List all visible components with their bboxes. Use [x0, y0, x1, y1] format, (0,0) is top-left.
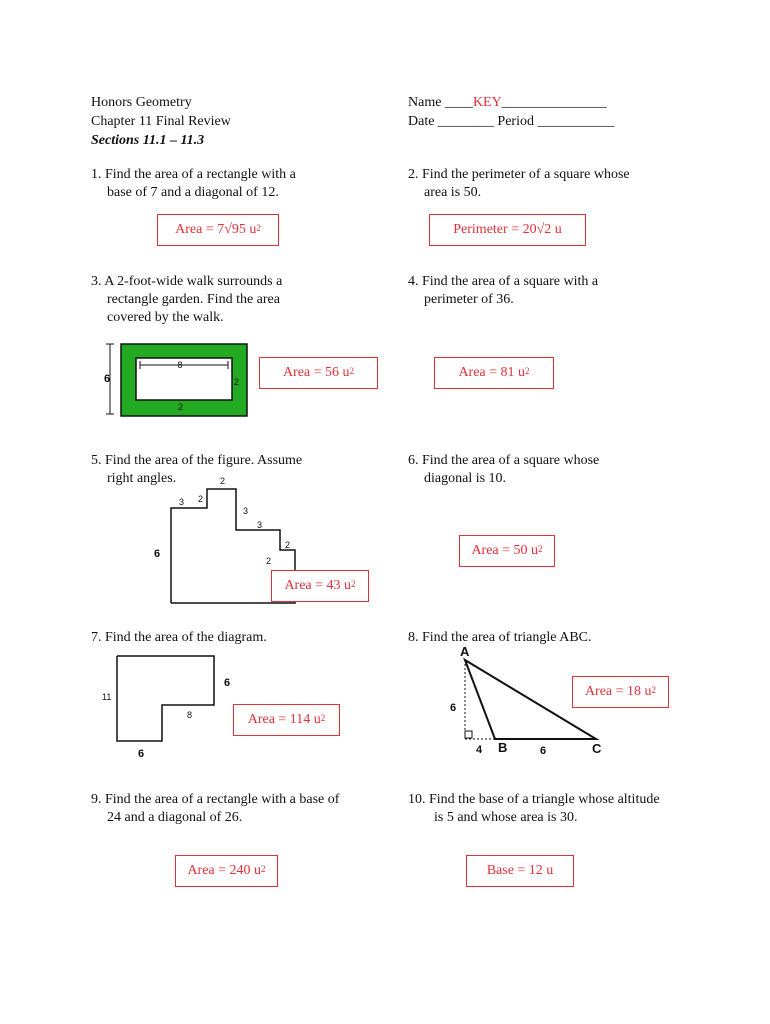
problem-1 — [91, 166, 296, 202]
problem-text: 24 and a diagonal of 26. — [107, 810, 243, 825]
walkway-figure — [100, 338, 260, 418]
problem-number: 8. — [408, 630, 419, 645]
label-4: 4 — [476, 744, 483, 756]
answer-box-8 — [572, 676, 669, 708]
label-3-top-left: 3 — [179, 497, 185, 507]
answer-text: Area = 43 u — [284, 578, 352, 593]
label-8-inner: 8 — [187, 710, 193, 720]
label-8: 8 — [177, 360, 183, 370]
problem-number: 3. — [91, 274, 102, 289]
problem-number: 10. — [408, 792, 426, 807]
problem-text: base of 7 and a diagonal of 12. — [107, 185, 279, 200]
problem-number: 7. — [91, 630, 102, 645]
problem-6 — [408, 452, 599, 488]
answer-sup: 2 — [349, 366, 355, 376]
answer-box-7 — [233, 704, 340, 736]
problem-number: 6. — [408, 453, 419, 468]
problem-number: 9. — [91, 792, 102, 807]
problem-text: Find the area of a rectangle with a — [105, 167, 296, 182]
label-2-right: 2 — [234, 377, 240, 387]
problem-number: 5. — [91, 453, 102, 468]
answer-text: Area = 50 u — [471, 543, 539, 558]
problem-text: rectangle garden. Find the area — [107, 292, 280, 307]
answer-box-9 — [175, 855, 278, 887]
answer-sup: 2 — [320, 713, 326, 723]
problem-text: Find the area of a square whose — [422, 453, 600, 468]
label-2-notch: 2 — [285, 540, 291, 550]
problem-number: 4. — [408, 274, 419, 289]
answer-text: Area = 114 u — [247, 712, 321, 727]
vertex-b: B — [498, 740, 508, 755]
name-line — [408, 93, 607, 112]
label-2-bottom: 2 — [178, 402, 184, 412]
answer-text: Area = 56 u — [282, 365, 350, 380]
answer-box-10 — [466, 855, 574, 887]
problem-2 — [408, 166, 630, 202]
problem-text: Find the area of a rectangle with a base of — [105, 792, 340, 807]
answer-box-1 — [157, 214, 279, 246]
problem-text: Find the area of the diagram. — [105, 630, 267, 645]
problem-3 — [91, 273, 282, 327]
answer-sup: 2 — [538, 544, 543, 554]
answer-box-2 — [429, 214, 586, 246]
problem-text: A 2-foot-wide walk surrounds a — [104, 274, 283, 289]
problem-number: 1. — [91, 167, 102, 182]
problem-text: diagonal is 10. — [424, 471, 507, 486]
answer-box-6 — [459, 535, 555, 567]
label-6-left: 6 — [154, 548, 161, 560]
label-2-lower: 2 — [266, 556, 272, 566]
label-6-bottom: 6 — [138, 748, 145, 760]
label-height-6: 6 — [450, 702, 457, 714]
vertex-c: C — [592, 741, 602, 756]
answer-text: Area = 18 u — [584, 684, 652, 699]
problem-text: is 5 and whose area is 30. — [434, 810, 578, 825]
problem-text: Find the area of a square with a — [422, 274, 599, 289]
answer-box-3 — [259, 357, 378, 389]
answer-sup: 2 — [525, 366, 530, 376]
answer-box-5 — [271, 570, 369, 602]
sections-title: Sections 11.1 – 11.3 — [91, 133, 205, 148]
answer-sup: 2 — [261, 864, 266, 874]
date-period-line: Date ________ Period ___________ — [408, 114, 615, 129]
problem-text: right angles. — [107, 471, 177, 486]
problem-text: Find the base of a triangle whose altitude — [429, 792, 660, 807]
problem-number: 2. — [408, 167, 419, 182]
vertex-a: A — [460, 644, 470, 659]
answer-sup: 2 — [351, 579, 356, 589]
label-6: 6 — [104, 373, 111, 385]
answer-box-4 — [434, 357, 554, 389]
name-value: KEY — [472, 95, 502, 110]
label-base-6: 6 — [540, 745, 547, 757]
problem-4 — [408, 273, 598, 309]
label-2-top: 2 — [220, 476, 226, 486]
problem-9 — [91, 791, 339, 827]
problem-10 — [408, 791, 660, 827]
problem-text: area is 50. — [424, 185, 482, 200]
answer-text: Area = 7√95 u — [175, 222, 257, 237]
answer-text: Area = 240 u — [187, 863, 262, 878]
problem-text: Find the area of the figure. Assume — [105, 453, 303, 468]
l-shape-figure — [100, 650, 250, 765]
course-title: Honors Geometry — [91, 95, 192, 110]
problem-text: perimeter of 36. — [424, 292, 514, 307]
name-tail: _______________ — [501, 95, 607, 110]
label-6-right: 6 — [224, 677, 231, 689]
label-3-right: 3 — [243, 506, 249, 516]
answer-text: Perimeter = 20√2 u — [453, 222, 562, 237]
answer-sup: 2 — [651, 685, 657, 695]
answer-text: Area = 81 u — [458, 365, 526, 380]
problem-text: Find the perimeter of a square whose — [422, 167, 630, 182]
label-11: 11 — [102, 692, 112, 702]
label-3-mid: 3 — [257, 520, 263, 530]
answer-text: Base = 12 u — [486, 863, 554, 878]
answer-sup: 2 — [256, 223, 261, 233]
chapter-title: Chapter 11 Final Review — [91, 114, 231, 129]
problem-text: covered by the walk. — [107, 310, 224, 325]
problem-7 — [91, 629, 267, 647]
name-label: Name ____ — [408, 95, 473, 110]
label-2-step: 2 — [198, 494, 204, 504]
problem-text: Find the area of triangle ABC. — [422, 630, 592, 645]
